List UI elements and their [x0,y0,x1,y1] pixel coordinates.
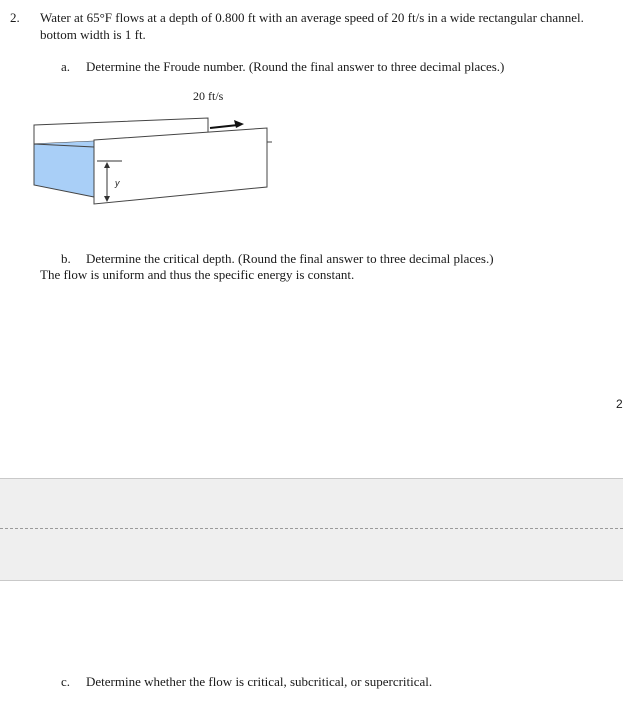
part-b-note: The flow is uniform and thus the specific energy is constant. [40,267,355,282]
speed-label: 20 ft/s [193,89,224,103]
channel-front-wall [94,128,267,204]
water-body [34,144,94,197]
question-text-line2: bottom width is 1 ft. [40,27,146,42]
part-a-text: Determine the Froude number. (Round the final answer to three decimal places.) [86,59,505,74]
flow-arrow-icon [210,120,244,128]
part-b-letter: b. [61,251,71,266]
page-break-band [0,478,623,581]
channel-diagram [30,105,280,210]
page-edge-mark: 2 [616,397,623,411]
question-number: 2. [10,10,20,25]
part-a-letter: a. [61,59,71,74]
part-b-text: Determine the critical depth. (Round the final answer to three decimal places.) [86,251,494,266]
depth-label: y [115,178,120,188]
question-text-line1: Water at 65°F flows at a depth of 0.800 ft with an average speed of 20 ft/s in a wide rectangular channel. [40,10,584,25]
part-c-text: Determine whether the flow is critical, subcritical, or supercritical. [86,674,433,689]
part-c-letter: c. [61,674,71,689]
page-break-line [0,528,623,529]
